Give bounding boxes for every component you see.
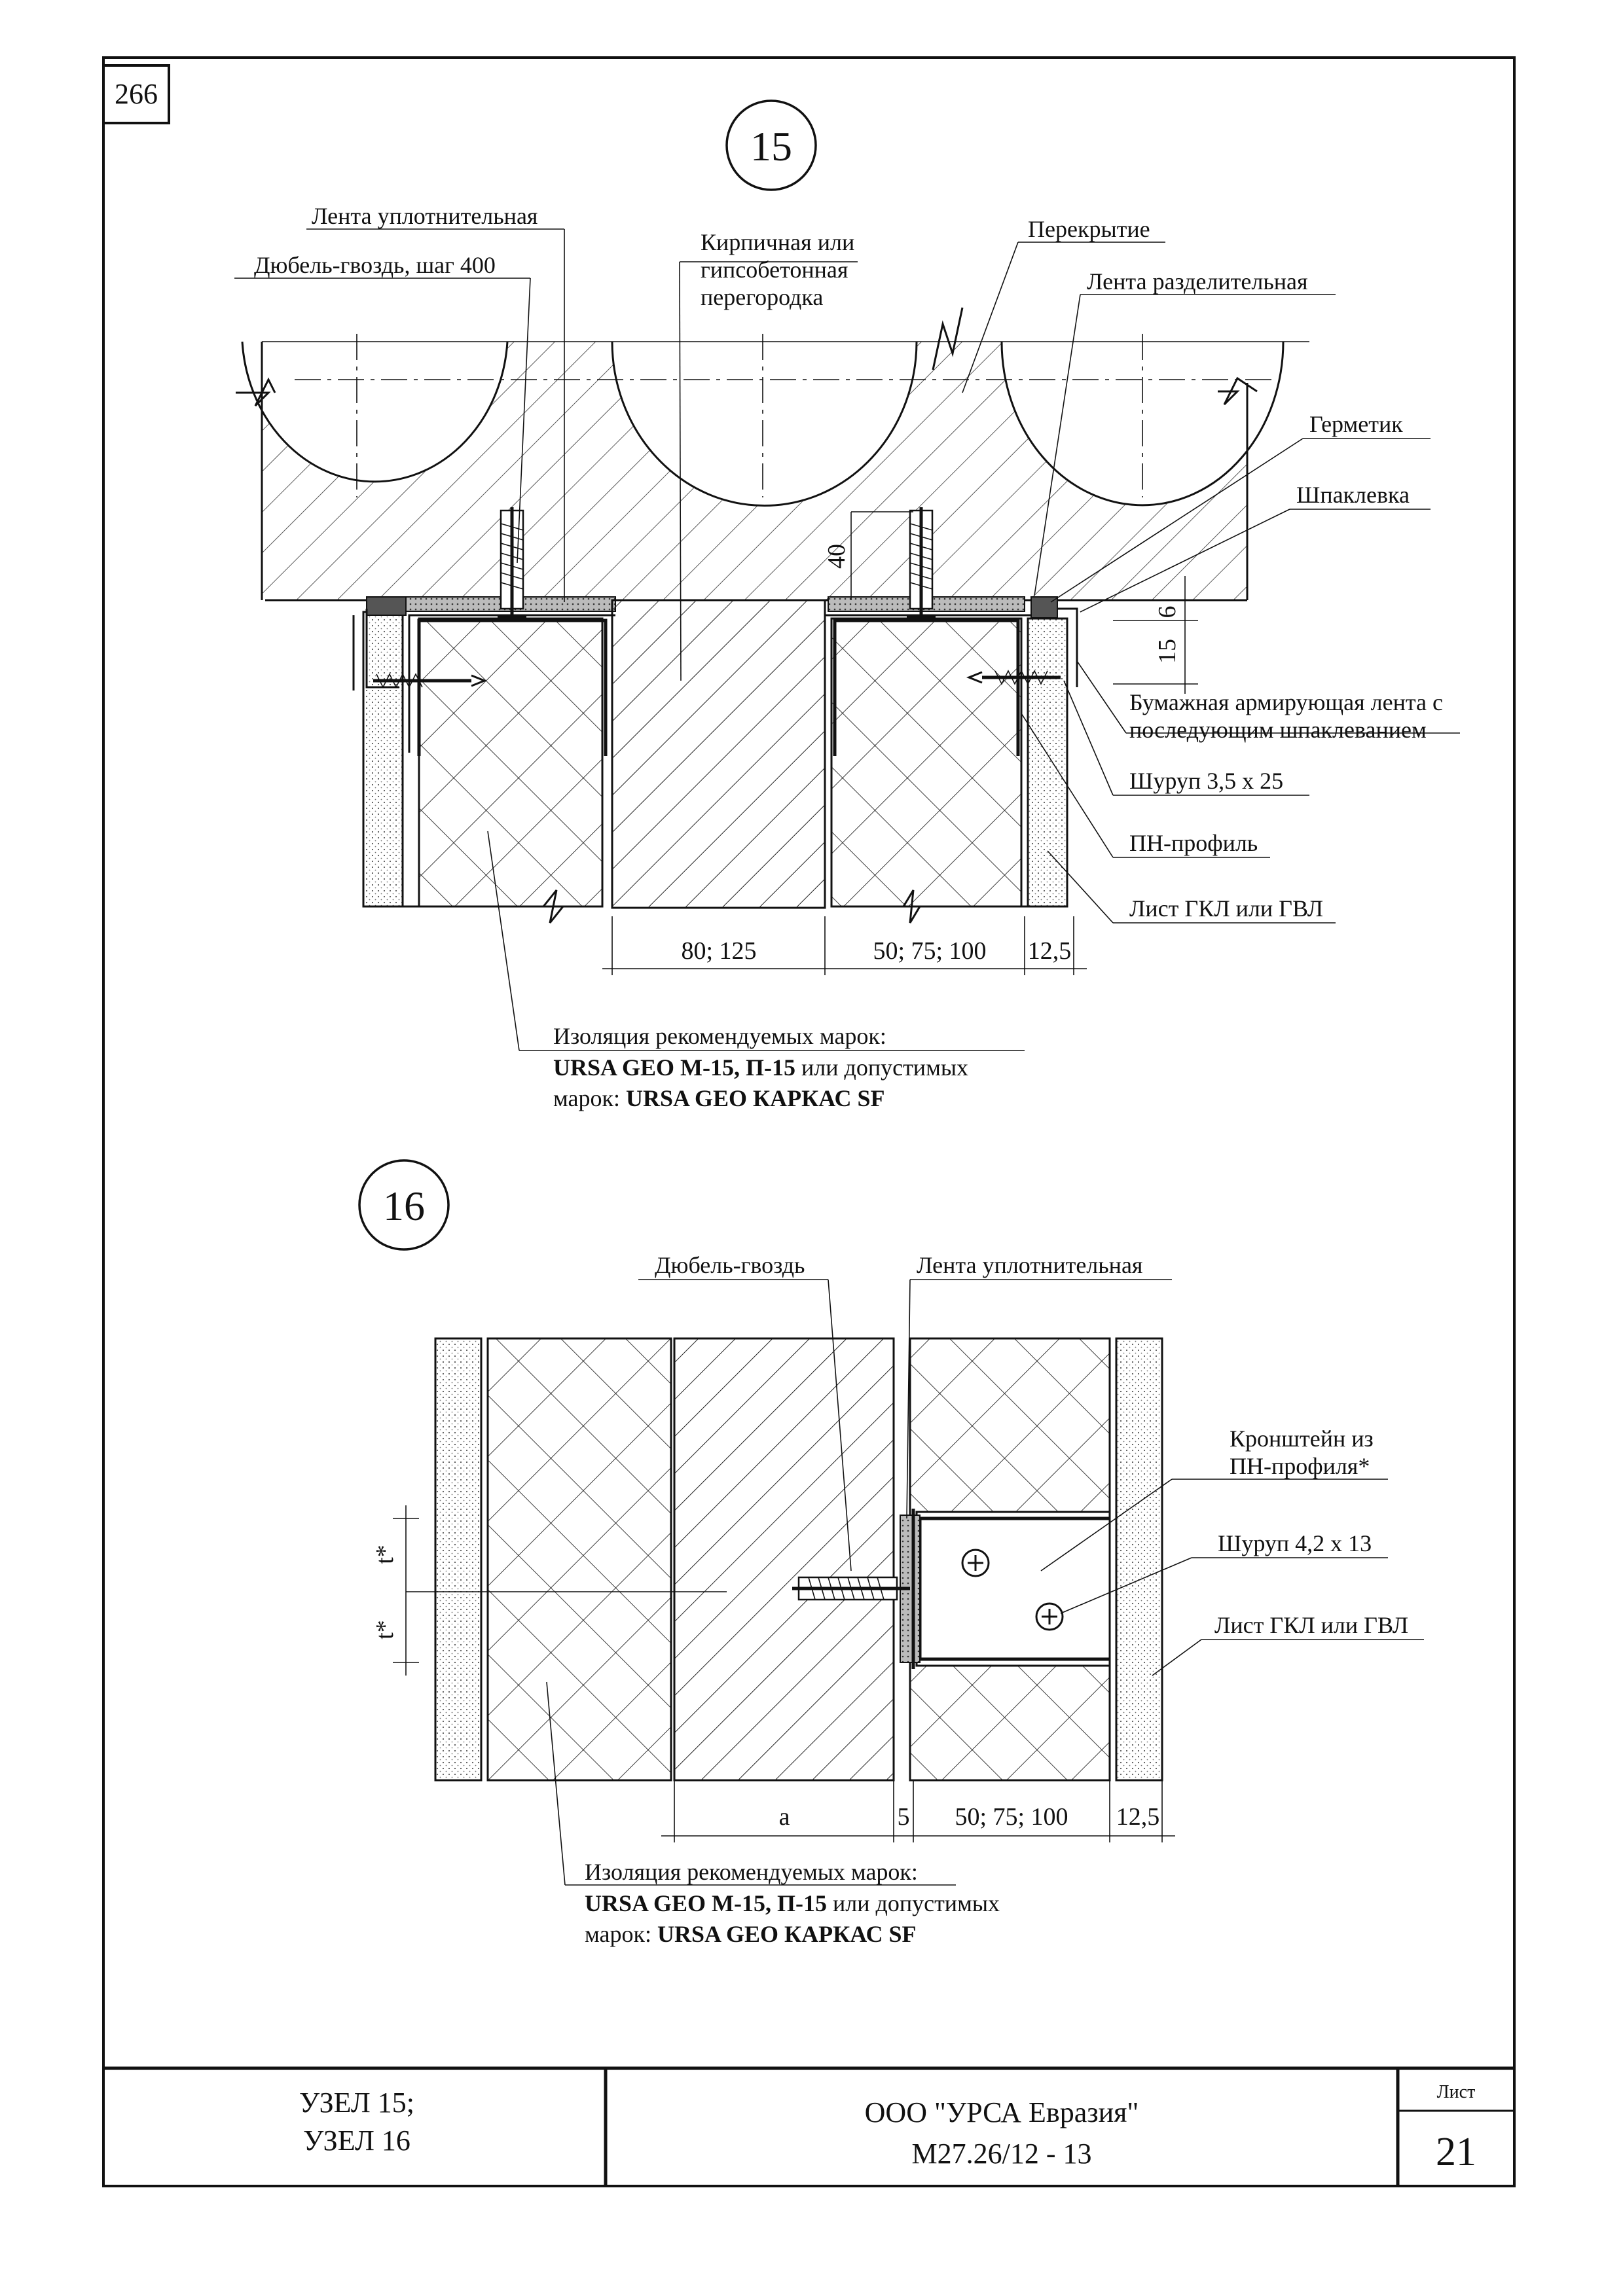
label-screw: Шуруп 4,2 х 13 xyxy=(1218,1530,1372,1556)
insulation-note-2: URSA GEO М-15, П-15 или допустимых xyxy=(553,1054,969,1081)
label-screw: Шуруп 3,5 х 25 xyxy=(1129,768,1284,794)
label-board: Лист ГКЛ или ГВЛ xyxy=(1129,895,1323,922)
label-sealing-tape: Лента уплотнительная xyxy=(312,203,538,229)
label-bracket-1: Кронштейн из xyxy=(1230,1426,1374,1452)
svg-text:t*: t* xyxy=(371,1620,399,1640)
title-block xyxy=(103,2068,1514,2186)
label-bracket-2: ПН-профиля* xyxy=(1230,1453,1370,1479)
bottom-dims-15 xyxy=(602,916,1087,975)
label-partition-2: гипсобетонная xyxy=(701,257,848,283)
title-line-1: УЗЕЛ 15; xyxy=(299,2087,414,2119)
label-dowel: Дюбель-гвоздь, шаг 400 xyxy=(254,252,496,278)
title-line-2: УЗЕЛ 16 xyxy=(303,2125,410,2157)
document-code: М27.26/12 - 13 xyxy=(911,2138,1092,2170)
label-slab: Перекрытие xyxy=(1028,216,1150,242)
dim-board: 12,5 xyxy=(1027,937,1072,965)
page-number: 266 xyxy=(115,78,158,110)
insulation-note-3: марок: URSA GEO КАРКАС SF xyxy=(553,1085,885,1111)
brick-partition xyxy=(612,600,825,908)
dim-frame: 50; 75; 100 xyxy=(873,937,987,965)
node-15 xyxy=(234,101,1460,1111)
label-separating-tape: Лента разделительная xyxy=(1087,268,1308,295)
bottom-dims-16 xyxy=(661,1780,1175,1842)
dim-gap: 5 xyxy=(897,1803,910,1831)
bracket xyxy=(917,1512,1110,1666)
screw-head xyxy=(1036,1604,1063,1630)
node-16-number: 16 xyxy=(383,1183,425,1229)
svg-text:t*: t* xyxy=(371,1545,399,1564)
left-insulation xyxy=(488,1338,671,1780)
partition-16 xyxy=(674,1338,894,1780)
insulation-note-1: Изоляция рекомендуемых марок: xyxy=(585,1859,918,1885)
label-paper-tape-1: Бумажная армирующая лента с xyxy=(1129,689,1443,715)
label-profile: ПН-профиль xyxy=(1129,830,1258,856)
svg-text:6: 6 xyxy=(1154,605,1181,619)
label-dowel: Дюбель-гвоздь xyxy=(655,1252,805,1278)
dowel xyxy=(792,1577,910,1600)
dim-partition: 80; 125 xyxy=(681,937,757,965)
svg-text:40: 40 xyxy=(823,544,850,569)
label-partition-3: перегородка xyxy=(701,284,824,310)
dowel xyxy=(498,507,526,622)
right-wall-assembly xyxy=(825,597,1077,923)
label-sealant: Герметик xyxy=(1309,411,1403,437)
label-partition-1: Кирпичная или xyxy=(701,229,855,255)
node-16 xyxy=(359,1160,1424,1947)
svg-text:15: 15 xyxy=(1154,639,1181,664)
left-board xyxy=(435,1338,481,1780)
dim-a: a xyxy=(778,1803,790,1831)
dowel xyxy=(907,507,936,622)
node-15-number: 15 xyxy=(750,123,792,170)
dim-board: 12,5 xyxy=(1116,1803,1160,1831)
sheet-label: Лист xyxy=(1436,2082,1476,2102)
dim-frame: 50; 75; 100 xyxy=(955,1803,1068,1831)
sheet-number: 21 xyxy=(1436,2130,1476,2174)
left-wall-assembly xyxy=(363,597,615,923)
label-putty: Шпаклевка xyxy=(1296,482,1410,508)
floor-slab xyxy=(236,288,1309,600)
insulation-note-3: марок: URSA GEO КАРКАС SF xyxy=(585,1921,917,1947)
insulation-note-2: URSA GEO М-15, П-15 или допустимых xyxy=(585,1890,1000,1916)
right-board xyxy=(1116,1338,1162,1780)
company-name: ООО "УРСА Евразия" xyxy=(864,2096,1139,2128)
label-sealing-tape: Лента уплотнительная xyxy=(917,1252,1143,1278)
label-board: Лист ГКЛ или ГВЛ xyxy=(1214,1612,1408,1638)
insulation-note-1: Изоляция рекомендуемых марок: xyxy=(553,1023,886,1049)
label-paper-tape-2: последующим шпаклеванием xyxy=(1129,717,1427,743)
screw-head xyxy=(962,1550,989,1576)
